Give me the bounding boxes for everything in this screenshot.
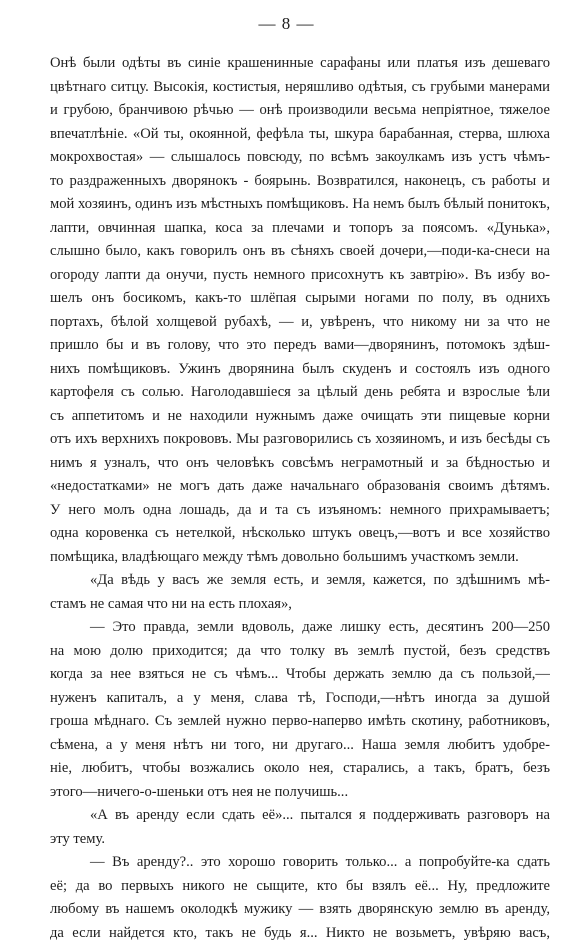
text-line: впечатлѣніе. «Ой ты, окоянной, фефѣла ты, шкура барабанная, стерва, шлюха <box>50 123 550 147</box>
text-line: когда за нее взяться не съ чѣмъ... Чтобы держать землю да съ пользой,— <box>50 663 550 687</box>
text-line: У него молъ одна лошадь, да и та съ изъяномъ: немного прихрамываетъ; <box>50 499 550 523</box>
text-line: «Да вѣдь у васъ же земля есть, и земля, кажется, по здѣшнимъ мѣ- <box>50 569 550 593</box>
text-line: и грубою, бранчивою рѣчью — онѣ производили весьма непріятное, тяжелое <box>50 99 550 123</box>
text-line: «недостатками» не могъ дать даже начальнаго образованія своимъ дѣтямъ. <box>50 475 550 499</box>
page-number: — 8 — <box>0 14 573 34</box>
text-line: отъ ихъ верхнихъ покрововъ. Мы разговорились съ хозяиномъ, и изъ бесѣды съ <box>50 428 550 452</box>
text-line: картофеля съ солью. Наголодавшіеся за цѣлый день ребята и взрослые ѣли <box>50 381 550 405</box>
text-line: помѣщика, владѣющаго между тѣмъ довольно большимъ участкомъ земли. <box>50 546 550 570</box>
text-line: её; да во первыхъ никого не сыщите, кто бы взялъ её... Ну, предложите <box>50 875 550 899</box>
text-line: шелъ онъ босикомъ, какъ-то шлёпая сырыми ногами по полу, въ однихъ <box>50 287 550 311</box>
text-line: — Это правда, земли вдоволь, даже лишку есть, десятинъ 200—250 <box>50 616 550 640</box>
text-line: ніе, любитъ, чтобы возжались около нея, старались, а такъ, братъ, безъ <box>50 757 550 781</box>
text-line: одна коровенка съ нетелкой, нѣсколько штукъ овецъ,—вотъ и все хозяйство <box>50 522 550 546</box>
text-line: пришло бы и въ голову, что это передъ вами—дворянинъ, потомокъ здѣш- <box>50 334 550 358</box>
text-line: портахъ, бѣлой холщевой рубахѣ, — и, увѣренъ, что никому ни за что не <box>50 311 550 335</box>
text-line: этого—ничего-о-шеньки отъ нея не получишь... <box>50 781 550 805</box>
text-line: цвѣтнаго ситцу. Высокія, костистыя, неряшливо одѣтыя, съ грубыми манерами <box>50 76 550 100</box>
text-line: — Въ аренду?.. это хорошо говорить только... а попробуйте-ка сдать <box>50 851 550 875</box>
text-line: Онѣ были одѣты въ синіе крашенинные сарафаны или платья изъ дешеваго <box>50 52 550 76</box>
text-line: нихъ помѣщиковъ. Ужинъ дворянина былъ скуденъ и состоялъ изъ одного <box>50 358 550 382</box>
text-line: да если найдется кто, такъ не будь я... Никто не возьметъ, увѣряю васъ, <box>50 922 550 945</box>
body-text <box>50 52 550 945</box>
text-line: на мою долю приходится; да что толку въ землѣ пустой, безъ средствъ <box>50 640 550 664</box>
text-line: съ аппетитомъ и не находили нужнымъ даже очищать эти пищевые корни <box>50 405 550 429</box>
text-line: огороду лапти да онучи, пусть немного присохнутъ къ завтрію». Въ избу во- <box>50 264 550 288</box>
text-line: нимъ я узналъ, что онъ человѣкъ совсѣмъ неграмотный и за бѣдностью и <box>50 452 550 476</box>
text-line: сѣмена, а у меня нѣтъ ни того, ни другаго... Наша земля любитъ удобре- <box>50 734 550 758</box>
text-line: лапти, овчинная шапка, коса за плечами и топоръ за поясомъ. «Дунька», <box>50 217 550 241</box>
text-line: эту тему. <box>50 828 550 852</box>
text-line: нуженъ капиталъ, а у меня, слава тѣ, Господи,—нѣтъ иногда за душой <box>50 687 550 711</box>
text-line: любому въ нашемъ околодкѣ мужику — взять дворянскую землю въ аренду, <box>50 898 550 922</box>
text-line: слышно было, какъ говорилъ онъ въ сѣняхъ своей дочери,—поди-ка-снеси на <box>50 240 550 264</box>
text-line: гроша мѣднаго. Съ землей нужно перво-наперво имѣть скотину, работниковъ, <box>50 710 550 734</box>
text-line: стамъ не самая что ни на есть плохая», <box>50 593 550 617</box>
text-line: мокрохвостая» — слышалось повсюду, по всѣмъ закоулкамъ изъ устъ чѣмъ- <box>50 146 550 170</box>
text-line: то раздраженныхъ дворянокъ - боярынь. Возвратился, наконецъ, съ работы и <box>50 170 550 194</box>
text-line: «А въ аренду если сдать её»... пытался я поддерживать разговоръ на <box>50 804 550 828</box>
text-line: мой хозяинъ, одинъ изъ мѣстныхъ помѣщиковъ. На немъ былъ бѣлый понитокъ, <box>50 193 550 217</box>
